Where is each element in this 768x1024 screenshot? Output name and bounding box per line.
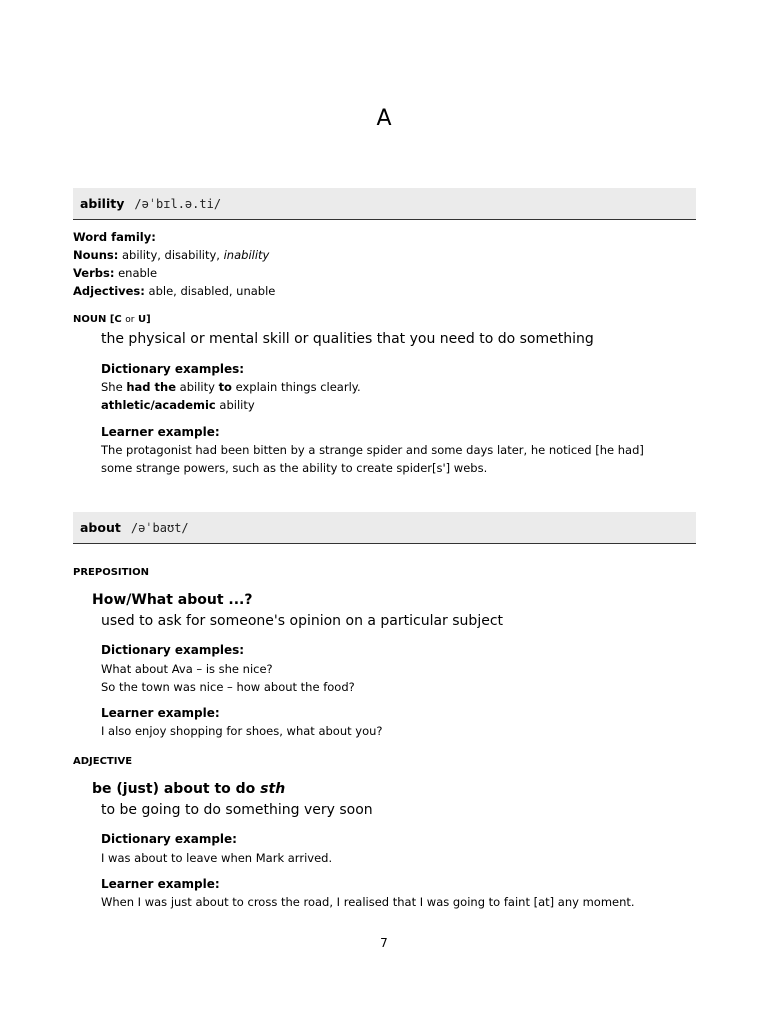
learner-example-line: some strange powers, such as the ability to create spider[s'] webs. — [101, 461, 488, 475]
headword-bar-ability — [73, 188, 696, 220]
nouns-list: ability, disability, — [122, 248, 220, 262]
word-family-adjectives — [73, 282, 275, 300]
headword: ability — [80, 196, 125, 211]
part-of-speech — [73, 314, 151, 325]
verbs-label: Verbs: — [73, 266, 115, 280]
definition: used to ask for someone's opinion on a particular subject — [101, 613, 504, 629]
adjectives-list: able, disabled, unable — [148, 284, 276, 298]
phrase — [92, 781, 285, 797]
learner-example-line: When I was just about to cross the road, I realised that I was going to faint [at] any moment. — [101, 895, 635, 909]
dictionary-example — [101, 396, 255, 414]
dictionary-example: What about Ava – is she nice? — [101, 662, 273, 676]
pronunciation: /əˈbaʊt/ — [130, 521, 189, 535]
verbs-list: enable — [118, 266, 158, 280]
phrase-italic: sth — [260, 781, 286, 797]
ex-bold: athletic/academic — [101, 398, 216, 412]
learner-example-heading: Learner example: — [101, 706, 220, 720]
dictionary-example: So the town was nice – how about the food? — [101, 680, 355, 694]
definition: to be going to do something very soon — [101, 802, 373, 818]
ex-text: explain things clearly. — [235, 380, 361, 394]
page-number: 7 — [380, 936, 388, 950]
learner-example-line: I also enjoy shopping for shoes, what about you? — [101, 724, 383, 738]
ex-text: ability — [219, 398, 255, 412]
dictionary-examples-heading: Dictionary example: — [101, 832, 237, 846]
word-family-nouns — [73, 246, 275, 264]
section-letter: A — [376, 106, 392, 131]
grammar-close: U] — [137, 314, 151, 325]
dictionary-example — [101, 378, 361, 396]
part-of-speech: ADJECTIVE — [73, 756, 133, 767]
grammar-or: or — [125, 315, 135, 325]
word-family — [73, 228, 275, 300]
learner-example-line: The protagonist had been bitten by a strange spider and some days later, he noticed [he had] — [101, 443, 644, 457]
headword: about — [80, 520, 121, 535]
learner-example-heading: Learner example: — [101, 877, 220, 891]
pos-label: NOUN — [73, 314, 107, 325]
pronunciation: /əˈbɪl.ə.ti/ — [134, 197, 222, 211]
ex-bold: to — [218, 380, 232, 394]
nouns-label: Nouns: — [73, 248, 119, 262]
ex-text: She — [101, 380, 123, 394]
headword-bar-about — [73, 512, 696, 544]
part-of-speech: PREPOSITION — [73, 567, 150, 578]
nouns-italic: inability — [223, 248, 270, 262]
definition: the physical or mental skill or qualities that you need to do something — [101, 331, 594, 347]
ex-text: ability — [179, 380, 215, 394]
learner-example-heading: Learner example: — [101, 425, 220, 439]
dictionary-example: I was about to leave when Mark arrived. — [101, 851, 333, 865]
word-family-verbs — [73, 264, 275, 282]
grammar-open: [C — [109, 314, 122, 325]
dictionary-examples-heading: Dictionary examples: — [101, 362, 245, 376]
phrase: How/What about ...? — [92, 592, 253, 608]
dictionary-examples-heading: Dictionary examples: — [101, 643, 245, 657]
ex-bold: had the — [126, 380, 176, 394]
adjectives-label: Adjectives: — [73, 284, 145, 298]
phrase-text: be (just) about to do — [92, 781, 256, 797]
word-family-heading: Word family: — [73, 230, 156, 244]
